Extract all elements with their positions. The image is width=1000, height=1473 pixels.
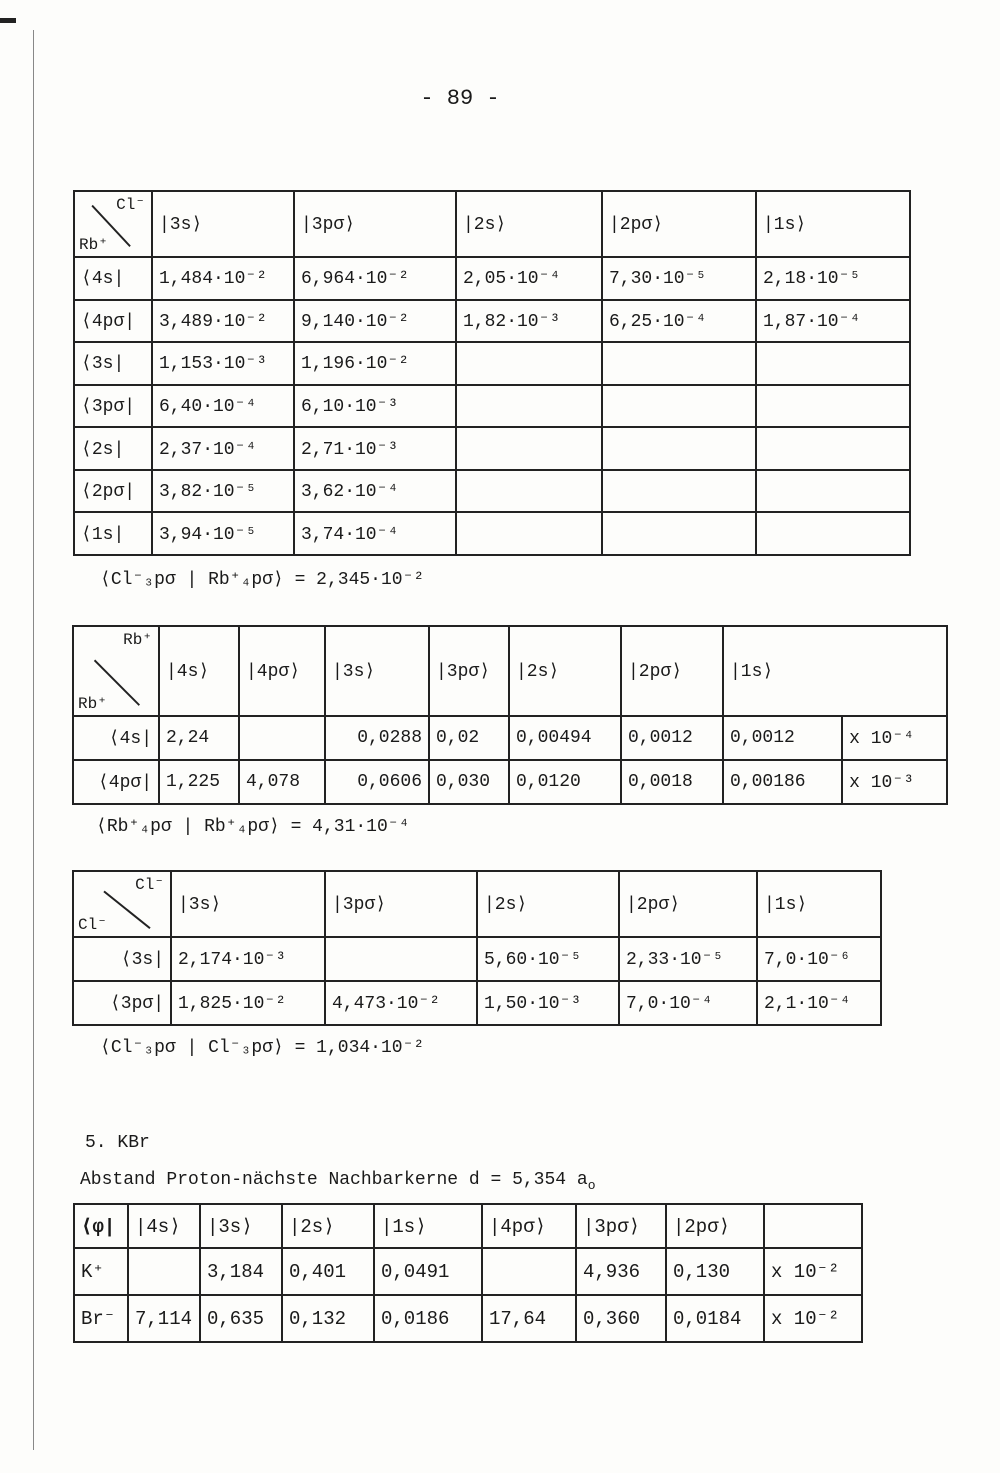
- column-header: |3s⟩: [200, 1204, 282, 1248]
- table-cell: 7,30·10⁻⁵: [602, 257, 756, 300]
- section-caption: [80, 1170, 596, 1193]
- table-cell: [602, 470, 756, 513]
- kbr-overlap-table: [73, 1203, 863, 1343]
- column-header: |2s⟩: [509, 626, 621, 716]
- page-number: - 89 -: [420, 86, 500, 111]
- column-header: |2pσ⟩: [619, 871, 757, 937]
- table-cell: 2,71·10⁻³: [294, 427, 456, 470]
- table-cell: 3,489·10⁻²: [152, 300, 294, 343]
- section-title: 5. KBr: [85, 1133, 150, 1153]
- scale-factor: x 10⁻³: [842, 760, 947, 804]
- table-row: [74, 1295, 862, 1342]
- row-header: ⟨3s|: [74, 342, 152, 385]
- table-row: [73, 716, 947, 760]
- column-header: |2s⟩: [456, 191, 602, 257]
- corner-bottom-label: Cl⁻: [78, 916, 107, 934]
- column-header: |2s⟩: [282, 1204, 374, 1248]
- table-cell: 17,64: [482, 1295, 576, 1342]
- table-corner: ⟨φ|: [74, 1204, 128, 1248]
- table-cell: 7,114: [128, 1295, 200, 1342]
- table-cell: [602, 342, 756, 385]
- row-header: ⟨2pσ|: [74, 470, 152, 513]
- column-header: |3pσ⟩: [325, 871, 477, 937]
- table-cell: [456, 342, 602, 385]
- table-cell: 1,87·10⁻⁴: [756, 300, 910, 343]
- table-row: [74, 427, 910, 470]
- table-cell: 3,74·10⁻⁴: [294, 512, 456, 555]
- table-cell: 4,936: [576, 1248, 666, 1295]
- column-header: |4s⟩: [159, 626, 239, 716]
- table-cell: 6,25·10⁻⁴: [602, 300, 756, 343]
- table-cell: 1,196·10⁻²: [294, 342, 456, 385]
- column-header: |2s⟩: [477, 871, 619, 937]
- row-header: ⟨2s|: [74, 427, 152, 470]
- table-cell: [482, 1248, 576, 1295]
- table-cell: 0,030: [429, 760, 509, 804]
- table-row: [74, 257, 910, 300]
- caption-subscript: o: [587, 1178, 596, 1193]
- corner-bottom-label: Rb⁺: [78, 695, 107, 713]
- table-cell: 0,00494: [509, 716, 621, 760]
- table-cell: 7,0·10⁻⁶: [757, 937, 881, 981]
- column-header: [764, 1204, 862, 1248]
- caption-text: Abstand Proton-nächste Nachbarkerne d = 5,354 a: [80, 1170, 588, 1190]
- table-cell: 7,0·10⁻⁴: [619, 981, 757, 1025]
- table-cell: [128, 1248, 200, 1295]
- scan-mark-top: [0, 18, 16, 23]
- table-cell: 0,0184: [666, 1295, 764, 1342]
- table-corner: [73, 871, 171, 937]
- table-cell: 2,37·10⁻⁴: [152, 427, 294, 470]
- table-cell: 0,0018: [621, 760, 723, 804]
- table-cell: [456, 385, 602, 428]
- table-cell: [239, 716, 325, 760]
- table-row: [74, 342, 910, 385]
- column-header: |4s⟩: [128, 1204, 200, 1248]
- table-cell: 2,33·10⁻⁵: [619, 937, 757, 981]
- scale-factor: x 10⁻²: [764, 1248, 862, 1295]
- overlap-table-rb-rb: [72, 625, 948, 805]
- table-cell: 2,05·10⁻⁴: [456, 257, 602, 300]
- table-row: [74, 1248, 862, 1295]
- table-cell: [602, 427, 756, 470]
- table-cell: 1,484·10⁻²: [152, 257, 294, 300]
- table-cell: 0,635: [200, 1295, 282, 1342]
- table-cell: 2,24: [159, 716, 239, 760]
- column-header: |3pσ⟩: [294, 191, 456, 257]
- table-row: [73, 937, 881, 981]
- table-cell: 0,00186: [723, 760, 842, 804]
- table-cell: 2,1·10⁻⁴: [757, 981, 881, 1025]
- scale-factor: x 10⁻²: [764, 1295, 862, 1342]
- table-cell: 0,0491: [374, 1248, 482, 1295]
- column-header: |1s⟩: [374, 1204, 482, 1248]
- table-cell: [756, 427, 910, 470]
- table-row: [73, 981, 881, 1025]
- row-header: ⟨4s|: [74, 257, 152, 300]
- column-header: |3s⟩: [152, 191, 294, 257]
- row-header: ⟨4pσ|: [73, 760, 159, 804]
- table-row: [73, 760, 947, 804]
- table-cell: 0,0120: [509, 760, 621, 804]
- overlap-table-cl-cl: [72, 870, 882, 1026]
- table-cell: 6,10·10⁻³: [294, 385, 456, 428]
- overlap-note: ⟨Cl⁻₃pσ | Rb⁺₄pσ⟩ = 2,345·10⁻²: [100, 570, 425, 590]
- table-cell: 0,02: [429, 716, 509, 760]
- row-header: ⟨4pσ|: [74, 300, 152, 343]
- table-cell: 1,50·10⁻³: [477, 981, 619, 1025]
- table-cell: 0,132: [282, 1295, 374, 1342]
- row-header: ⟨4s|: [73, 716, 159, 760]
- table-cell: 0,401: [282, 1248, 374, 1295]
- table-cell: 2,18·10⁻⁵: [756, 257, 910, 300]
- overlap-note: ⟨Rb⁺₄pσ | Rb⁺₄pσ⟩ = 4,31·10⁻⁴: [96, 817, 410, 837]
- table-cell: 5,60·10⁻⁵: [477, 937, 619, 981]
- column-header: |3pσ⟩: [429, 626, 509, 716]
- table-corner: [73, 626, 159, 716]
- table-cell: [756, 385, 910, 428]
- table-cell: [756, 512, 910, 555]
- table-cell: 1,82·10⁻³: [456, 300, 602, 343]
- scale-factor: x 10⁻⁴: [842, 716, 947, 760]
- corner-top-label: Rb⁺: [123, 631, 152, 649]
- table-cell: 2,174·10⁻³: [171, 937, 325, 981]
- table-cell: 0,0186: [374, 1295, 482, 1342]
- table-row: [74, 470, 910, 513]
- table-cell: [602, 385, 756, 428]
- column-header: |4pσ⟩: [239, 626, 325, 716]
- table-cell: 0,0606: [325, 760, 429, 804]
- table-cell: [325, 937, 477, 981]
- column-header: |1s⟩: [757, 871, 881, 937]
- row-header: ⟨3pσ|: [73, 981, 171, 1025]
- corner-top-label: Cl⁻: [135, 876, 164, 894]
- table-cell: 6,964·10⁻²: [294, 257, 456, 300]
- row-header: ⟨3s|: [73, 937, 171, 981]
- corner-bottom-label: Rb⁺: [79, 236, 108, 254]
- row-header: Br⁻: [74, 1295, 128, 1342]
- table-cell: [602, 512, 756, 555]
- table-row: [74, 512, 910, 555]
- table-cell: 3,82·10⁻⁵: [152, 470, 294, 513]
- table-cell: 0,0288: [325, 716, 429, 760]
- table-cell: [756, 342, 910, 385]
- table-cell: 1,225: [159, 760, 239, 804]
- row-header: ⟨3pσ|: [74, 385, 152, 428]
- table-cell: 3,94·10⁻⁵: [152, 512, 294, 555]
- column-header: |3s⟩: [171, 871, 325, 937]
- column-header: |3s⟩: [325, 626, 429, 716]
- table-cell: 6,40·10⁻⁴: [152, 385, 294, 428]
- table-cell: 3,62·10⁻⁴: [294, 470, 456, 513]
- table-cell: [456, 470, 602, 513]
- table-cell: [456, 427, 602, 470]
- table-cell: 3,184: [200, 1248, 282, 1295]
- table-cell: [756, 470, 910, 513]
- column-header: |1s⟩: [756, 191, 910, 257]
- row-header: ⟨1s|: [74, 512, 152, 555]
- row-header: K⁺: [74, 1248, 128, 1295]
- table-cell: 4,078: [239, 760, 325, 804]
- table-row: [74, 300, 910, 343]
- table-cell: 0,0012: [621, 716, 723, 760]
- overlap-table-rb-cl: [73, 190, 911, 556]
- corner-top-label: Cl⁻: [116, 196, 145, 214]
- column-header: |1s⟩: [723, 626, 947, 716]
- table-cell: 0,130: [666, 1248, 764, 1295]
- column-header: |4pσ⟩: [482, 1204, 576, 1248]
- column-header: |2pσ⟩: [621, 626, 723, 716]
- scan-mark-left: [33, 30, 34, 1450]
- table-cell: 1,825·10⁻²: [171, 981, 325, 1025]
- table-cell: [456, 512, 602, 555]
- column-header: |2pσ⟩: [602, 191, 756, 257]
- table-cell: 0,0012: [723, 716, 842, 760]
- table-corner: [74, 191, 152, 257]
- table-cell: 0,360: [576, 1295, 666, 1342]
- table-cell: 4,473·10⁻²: [325, 981, 477, 1025]
- column-header: |2pσ⟩: [666, 1204, 764, 1248]
- table-cell: 9,140·10⁻²: [294, 300, 456, 343]
- table-row: [74, 385, 910, 428]
- table-cell: 1,153·10⁻³: [152, 342, 294, 385]
- overlap-note: ⟨Cl⁻₃pσ | Cl⁻₃pσ⟩ = 1,034·10⁻²: [100, 1038, 425, 1058]
- column-header: |3pσ⟩: [576, 1204, 666, 1248]
